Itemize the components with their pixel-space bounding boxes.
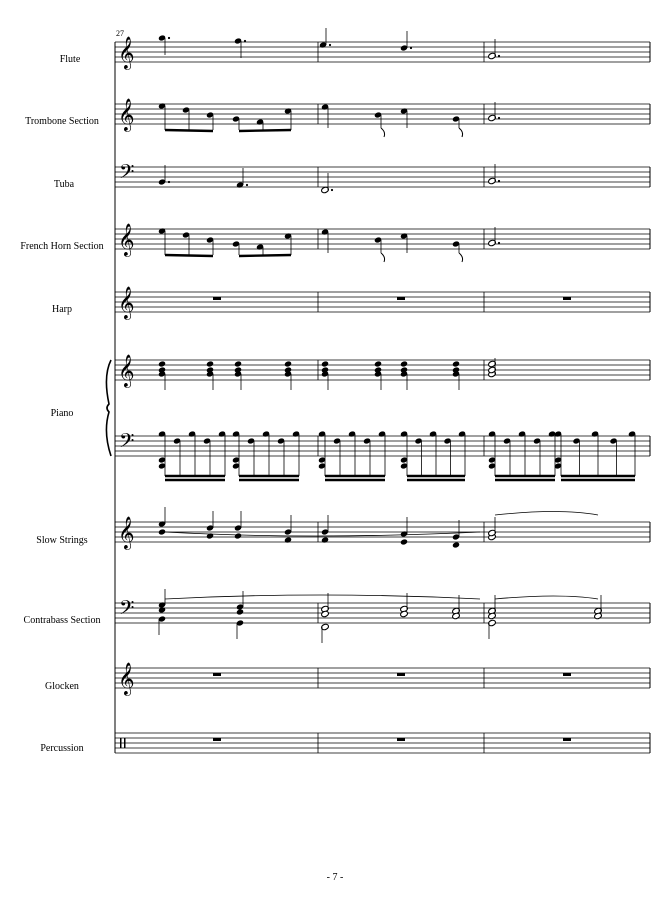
note-head <box>321 536 329 543</box>
treble-clef-icon: 𝄞 <box>118 223 135 256</box>
treble-clef-icon: 𝄞 <box>118 98 135 131</box>
flag <box>381 128 385 137</box>
staff <box>115 516 650 550</box>
beam <box>165 255 213 256</box>
page-number: - 7 - <box>326 872 344 883</box>
staff-system <box>106 36 650 753</box>
treble-clef-icon: 𝄞 <box>118 36 135 69</box>
augmentation-dot <box>168 181 170 183</box>
whole-rest <box>397 297 405 300</box>
label-tuba: Tuba <box>53 179 75 190</box>
percussion-clef-icon <box>124 738 126 748</box>
treble-clef-icon: 𝄞 <box>118 516 135 549</box>
beam <box>239 255 291 256</box>
piano-brace <box>106 360 111 456</box>
note-head <box>234 532 242 539</box>
note-head <box>400 360 408 367</box>
note-head <box>158 606 166 613</box>
label-contrabass-section: Contrabass Section <box>23 615 101 626</box>
augmentation-dot <box>329 44 331 46</box>
beam <box>165 130 213 131</box>
note-head <box>234 360 242 367</box>
beam <box>239 130 291 131</box>
staff <box>115 160 650 188</box>
whole-rest <box>563 738 571 741</box>
label-piano: Piano <box>50 408 74 419</box>
label-percussion: Percussion <box>40 743 84 754</box>
note-head <box>206 532 214 539</box>
measure-number: 27 <box>116 29 124 38</box>
label-harp: Harp <box>52 304 72 315</box>
label-trombone-section: Trombone Section <box>25 116 99 127</box>
bass-clef-icon: 𝄢 <box>119 160 135 188</box>
staff <box>115 662 650 696</box>
whole-rest <box>213 738 221 741</box>
tie <box>165 595 480 599</box>
treble-clef-icon: 𝄞 <box>118 286 135 319</box>
staff <box>115 286 650 320</box>
whole-rest <box>397 673 405 676</box>
percussion-clef-icon <box>120 738 122 748</box>
augmentation-dot <box>410 47 412 49</box>
note-head <box>374 360 382 367</box>
flag <box>459 128 463 137</box>
staff <box>115 36 650 70</box>
flag <box>459 253 463 262</box>
tie <box>495 596 598 599</box>
staff <box>115 596 650 624</box>
augmentation-dot <box>498 117 500 119</box>
treble-clef-icon: 𝄞 <box>118 354 135 387</box>
whole-rest <box>563 673 571 676</box>
note-head <box>452 541 460 548</box>
note-head <box>284 536 292 543</box>
bass-clef-icon: 𝄢 <box>119 596 135 624</box>
whole-rest <box>213 673 221 676</box>
augmentation-dot <box>498 180 500 182</box>
augmentation-dot <box>498 55 500 57</box>
flag <box>381 253 385 262</box>
whole-rest <box>397 738 405 741</box>
staff <box>115 733 650 753</box>
augmentation-dot <box>331 189 333 191</box>
staff <box>115 223 650 257</box>
label-glocken: Glocken <box>45 681 79 692</box>
note-head <box>206 360 214 367</box>
label-slow-strings: Slow Strings <box>36 535 88 546</box>
label-flute: Flute <box>59 54 81 65</box>
bass-clef-icon: 𝄢 <box>119 429 135 457</box>
augmentation-dot <box>498 242 500 244</box>
note-head <box>284 360 292 367</box>
tie <box>495 512 598 516</box>
staff <box>115 98 650 132</box>
note-head <box>158 528 166 535</box>
notation <box>158 28 636 741</box>
augmentation-dot <box>246 184 248 186</box>
note-head <box>158 360 166 367</box>
treble-clef-icon: 𝄞 <box>118 662 135 695</box>
whole-rest <box>563 297 571 300</box>
augmentation-dot <box>244 40 246 42</box>
label-french-horn-section: French Horn Section <box>20 241 104 252</box>
note-head <box>452 360 460 367</box>
augmentation-dot <box>168 37 170 39</box>
whole-rest <box>213 297 221 300</box>
note-head <box>236 608 244 615</box>
staff <box>115 354 650 388</box>
note-head <box>400 538 408 545</box>
note-head <box>321 360 329 367</box>
